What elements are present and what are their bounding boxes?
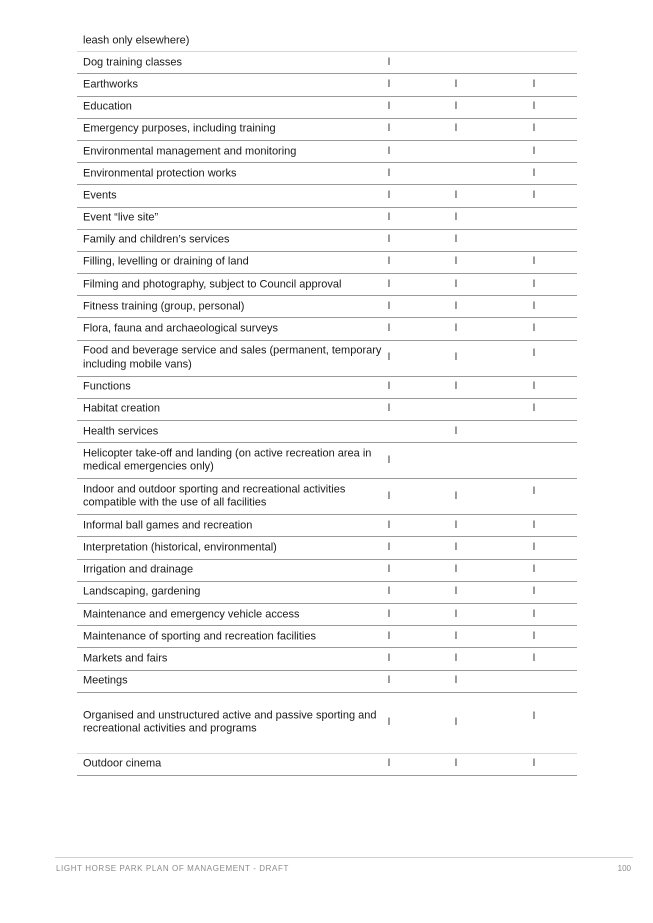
- permitted-mark: l: [532, 710, 536, 722]
- activity-label: Informal ball games and recreation: [83, 519, 253, 532]
- permitted-mark: l: [387, 300, 391, 312]
- permitted-mark: l: [454, 381, 458, 393]
- permitted-mark: l: [387, 758, 391, 770]
- permitted-mark: l: [387, 256, 391, 268]
- activity-label: Maintenance of sporting and recreation facilities: [83, 629, 316, 642]
- table-row: [77, 537, 577, 559]
- permitted-mark: l: [454, 123, 458, 135]
- activity-label: Emergency purposes, including training: [83, 122, 276, 135]
- permitted-mark: l: [454, 278, 458, 290]
- permitted-mark: l: [532, 630, 536, 642]
- permitted-mark: l: [454, 630, 458, 642]
- activity-label: Interpretation (historical, environmental): [83, 541, 277, 554]
- permitted-mark: l: [454, 675, 458, 687]
- permitted-mark: l: [532, 101, 536, 113]
- permitted-mark: l: [387, 608, 391, 620]
- activity-label: Events: [83, 189, 117, 202]
- table-row: [77, 252, 577, 274]
- permitted-mark: l: [532, 189, 536, 201]
- table-row: [77, 208, 577, 230]
- permitted-mark: l: [532, 519, 536, 531]
- permitted-mark: l: [532, 323, 536, 335]
- permitted-mark: l: [454, 101, 458, 113]
- permitted-mark: l: [532, 758, 536, 770]
- permitted-mark: l: [387, 381, 391, 393]
- table-row: [77, 754, 577, 776]
- permitted-mark: l: [532, 347, 536, 359]
- footer-divider: [55, 857, 633, 858]
- table-row: [77, 671, 577, 693]
- permitted-mark: l: [454, 189, 458, 201]
- table-row: [77, 560, 577, 582]
- table-row: [77, 648, 577, 670]
- table-row: [77, 274, 577, 296]
- table-row: [77, 421, 577, 443]
- table-row: [77, 52, 577, 74]
- activity-label: Indoor and outdoor sporting and recreational activities compatible with the use of all facilities: [83, 483, 346, 509]
- table-row: [77, 318, 577, 340]
- permitted-mark: l: [387, 56, 391, 68]
- permitted-mark: l: [454, 425, 458, 437]
- permitted-mark: l: [532, 486, 536, 498]
- permitted-mark: l: [387, 541, 391, 553]
- permitted-mark: l: [454, 300, 458, 312]
- activity-label: Food and beverage service and sales (permanent, temporary including mobile vans): [83, 344, 382, 371]
- permitted-mark: l: [532, 608, 536, 620]
- permitted-mark: l: [387, 101, 391, 113]
- permitted-mark: l: [387, 519, 391, 531]
- permitted-mark: l: [532, 256, 536, 268]
- activity-label: Organised and unstructured active and passive sporting and recreational activities and programs: [83, 709, 377, 735]
- activity-label: Environmental management and monitoring: [83, 144, 297, 157]
- table-row: [77, 341, 577, 377]
- permitted-mark: l: [454, 716, 458, 728]
- table-row: [77, 604, 577, 626]
- permitted-mark: l: [532, 123, 536, 135]
- activity-label: Meetings: [83, 674, 128, 687]
- permitted-mark: l: [387, 586, 391, 598]
- permitted-mark: l: [532, 78, 536, 90]
- table-row: [77, 97, 577, 119]
- activity-label: Fitness training (group, personal): [83, 300, 245, 313]
- table-row: [77, 626, 577, 648]
- permitted-mark: l: [532, 300, 536, 312]
- activity-label: Helicopter take-off and landing (on active recreation area in medical emergencies only): [83, 447, 372, 473]
- permitted-mark: l: [387, 675, 391, 687]
- table-row: [77, 296, 577, 318]
- permitted-mark: l: [454, 519, 458, 531]
- permitted-mark: l: [387, 323, 391, 335]
- permitted-mark: l: [387, 403, 391, 415]
- activity-label: Habitat creation: [83, 402, 161, 415]
- table-row: [77, 377, 577, 399]
- permitted-mark: l: [454, 212, 458, 224]
- permitted-mark: l: [454, 586, 458, 598]
- permitted-mark: l: [387, 123, 391, 135]
- table-row: [77, 693, 577, 754]
- activity-label: Education: [83, 100, 132, 113]
- permitted-mark: l: [387, 78, 391, 90]
- activity-label: Markets and fairs: [83, 652, 168, 665]
- table-row: [77, 30, 577, 52]
- table-row: [77, 185, 577, 207]
- permitted-mark: l: [387, 278, 391, 290]
- activity-label: Dog training classes: [83, 56, 183, 69]
- permitted-mark: l: [532, 145, 536, 157]
- permitted-mark: l: [454, 323, 458, 335]
- permitted-mark: l: [532, 541, 536, 553]
- permitted-mark: l: [454, 608, 458, 620]
- permitted-mark: l: [387, 652, 391, 664]
- permitted-mark: l: [387, 234, 391, 246]
- permitted-mark: l: [532, 586, 536, 598]
- activity-label: Flora, fauna and archaeological surveys: [83, 322, 279, 335]
- table-row: [77, 582, 577, 604]
- activity-label: Health services: [83, 424, 159, 437]
- activity-label: leash only elsewhere): [83, 33, 190, 46]
- permitted-mark: l: [454, 652, 458, 664]
- activity-label: Family and children’s services: [83, 233, 230, 246]
- permitted-mark: l: [387, 630, 391, 642]
- activity-label: Irrigation and drainage: [83, 563, 194, 576]
- permitted-mark: l: [387, 212, 391, 224]
- permitted-mark: l: [532, 564, 536, 576]
- table-row: [77, 74, 577, 96]
- permitted-mark: l: [532, 278, 536, 290]
- permitted-mark: l: [454, 256, 458, 268]
- table-row: [77, 515, 577, 537]
- permitted-mark: l: [387, 145, 391, 157]
- permitted-mark: l: [387, 454, 391, 466]
- permitted-mark: l: [454, 78, 458, 90]
- table-row: [77, 230, 577, 252]
- activity-label: Environmental protection works: [83, 166, 237, 179]
- footer-title: LIGHT HORSE PARK PLAN OF MANAGEMENT - DRAFT: [56, 864, 289, 873]
- activity-label: Earthworks: [83, 78, 139, 91]
- activity-label: Filming and photography, subject to Council approval: [83, 277, 342, 290]
- activity-label: Filling, levelling or draining of land: [83, 255, 249, 268]
- activity-label: Maintenance and emergency vehicle access: [83, 607, 300, 620]
- permitted-mark: l: [454, 541, 458, 553]
- table-row: [77, 163, 577, 185]
- permitted-mark: l: [454, 564, 458, 576]
- permitted-mark: l: [387, 564, 391, 576]
- permitted-mark: l: [387, 490, 391, 502]
- permitted-mark: l: [532, 167, 536, 179]
- activity-label: Functions: [83, 380, 131, 393]
- table-row: [77, 399, 577, 421]
- activity-label: Event “live site”: [83, 211, 159, 224]
- activity-label: Landscaping, gardening: [83, 585, 201, 598]
- page-number: 100: [617, 864, 631, 873]
- activity-label: Outdoor cinema: [83, 757, 162, 770]
- permitted-mark: l: [387, 716, 391, 728]
- permitted-mark: l: [454, 352, 458, 364]
- table-row: [77, 141, 577, 163]
- permitted-mark: l: [454, 490, 458, 502]
- table-row: [77, 443, 577, 479]
- permitted-mark: l: [454, 234, 458, 246]
- permitted-mark: l: [387, 167, 391, 179]
- table-row: [77, 479, 577, 515]
- table-row: [77, 119, 577, 141]
- permitted-mark: l: [532, 403, 536, 415]
- activities-table: [77, 30, 577, 776]
- permitted-mark: l: [532, 381, 536, 393]
- permitted-mark: l: [387, 189, 391, 201]
- permitted-mark: l: [454, 758, 458, 770]
- permitted-mark: l: [387, 352, 391, 364]
- permitted-mark: l: [532, 652, 536, 664]
